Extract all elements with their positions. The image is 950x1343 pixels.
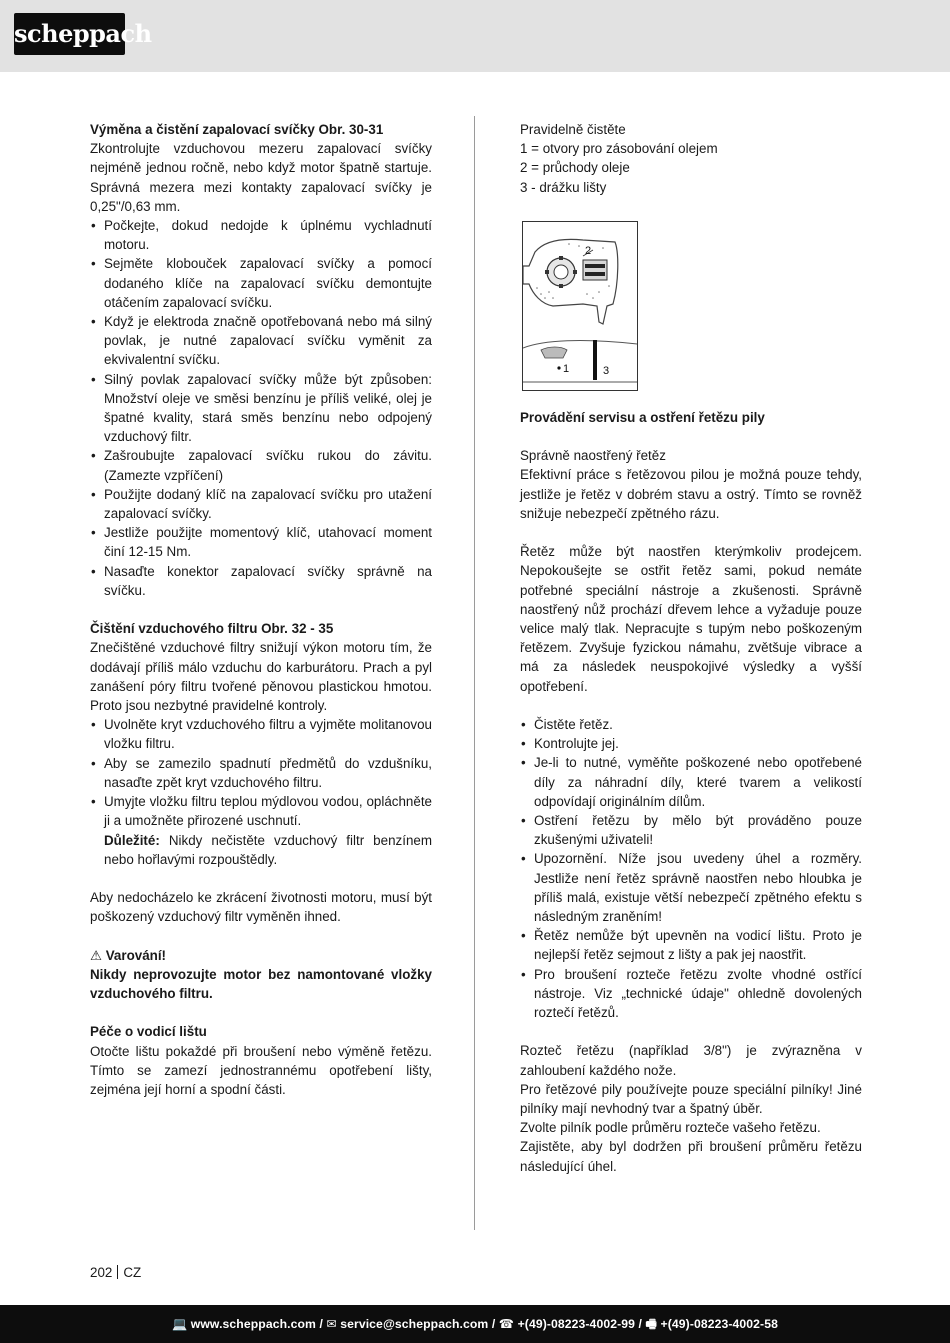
figure-label-1: 1	[563, 363, 570, 375]
oil-channel-slot	[585, 264, 605, 268]
important-text: Nikdy nečistěte vzduchový filtr benzínem nebo hořlavými rozpouštědly.	[104, 832, 432, 867]
bullet-list-chain	[520, 715, 862, 1022]
paragraph: Řetěz může být naostřen kterýmkoliv prodejcem. Nepokoušejte se ostřit řetěz sami, pokud nemáte potřebné speciální nástroje a zkušenosti. Správně naostřený nůž prochází dřevem lehce a vyžaduje pouze velice malý tlak. Nepracujte s tupým nebo poškozeným řetězem. Zvyšuje fyzickou námahu, zvětšuje vibrace a má za následek neuspokojivé výsledky a vyšší opotřebení.	[520, 544, 862, 694]
paragraph: Zajistěte, aby byl dodržen při broušení průměru řetězu následující úhel.	[520, 1139, 862, 1174]
list-item: • Čistěte řetěz.	[520, 715, 862, 734]
section-title-guide-bar: Péče o vodicí lištu	[90, 1024, 207, 1040]
list-item: • Je-li to nutné, vyměňte poškozené nebo opotřebené díly za náhradní díly, které tvarem a velikostí odpovídají originálním dílům.	[520, 753, 862, 811]
paragraph: Otočte lištu pokaždé při broušení nebo výměně řetězu. Tímto se zamezí jednostrannému opotřebení lišty, zejména její horní a spodní části.	[90, 1043, 432, 1098]
clean-line: 3 - drážku lišty	[520, 179, 607, 195]
list-item: • Počkejte, dokud nedojde k úplnému vychladnutí motoru.	[90, 216, 432, 254]
figure-label-2: 2	[585, 245, 592, 257]
paragraph: Pro řetězové pily používejte pouze speciální pilníky! Jiné pilníky mají nevhodný tvar a špatný úběr.	[520, 1081, 862, 1117]
left-column	[90, 120, 432, 1099]
clean-line: 2 = průchody oleje	[520, 160, 630, 176]
paragraph: Rozteč řetězu (například 3/8") je zvýrazněna v zahloubení každého nože.	[520, 1043, 862, 1078]
page-language: CZ	[123, 1265, 142, 1280]
warning-title: ⚠ Varování!	[90, 947, 167, 963]
list-item: • Jestliže použijte momentový klíč, utahovací moment činí 12-15 Nm.	[90, 523, 432, 561]
subheading: Správně naostřený řetěz	[520, 448, 666, 464]
brand-logo: scheppach	[14, 13, 125, 55]
header-band	[0, 0, 950, 72]
clean-line: 1 = otvory pro zásobování olejem	[520, 141, 718, 157]
oil-hole	[557, 366, 560, 369]
guide-bar-illustration	[523, 222, 637, 390]
paragraph: Znečištěné vzduchové filtry snižují výkon motoru tím, že dodávají příliš málo vzduchu do karburátoru. Prach a pyl zanášení póry filtru tvořené pěnovou plastickou hmotou. Proto jsou nezbytné pravidelné kontroly.	[90, 640, 432, 714]
important-label: Důležité:	[104, 832, 160, 848]
list-item: • Upozornění. Níže jsou uvedeny úhel a rozměry. Jestliže není řetěz správně naostřen nebo hloubka je příliš malá, existuje větší nebezpečí zpětného efektu s následným zraněním!	[520, 849, 862, 926]
list-item: • Nasaďte konektor zapalovací svíčky správně na svíčku.	[90, 562, 432, 600]
list-item: • Uvolněte kryt vzduchového filtru a vyjměte molitanovou vložku filtru.	[90, 715, 432, 753]
section-title-spark-plug: Výměna a čistění zapalovací svíčky Obr. 30-31	[90, 122, 384, 137]
paragraph: Efektivní práce s řetězovou pilou je možná pouze tehdy, jestliže je řetěz v dobrém stavu a ostrý. Tímto se rovněž snižuje nebezpečí zpětného rázu.	[520, 467, 862, 521]
list-item: • Aby se zamezilo spadnutí předmětů do vzdušníku, nasaďte zpět kryt vzduchového filtru.	[90, 754, 432, 792]
bar-groove	[593, 340, 597, 380]
bar-slot	[541, 347, 567, 358]
important-note	[90, 831, 432, 869]
list-item: • Sejměte klobouček zapalovací svíčky a pomocí dodaného klíče na zapalovací svíčku demontujte otáčením zapalovací svíčku.	[90, 254, 432, 312]
sprocket-hub	[554, 265, 568, 279]
section-title-air-filter: Čištění vzduchového filtru Obr. 32 - 35	[90, 621, 334, 637]
paragraph: Aby nedocházelo ke zkrácení životnosti motoru, musí být poškozený vzduchový filtr vyměněn ihned.	[90, 890, 432, 925]
clean-line: Pravidelně čistěte	[520, 122, 626, 137]
footer-band	[0, 1305, 950, 1343]
figure-label-3: 3	[603, 365, 610, 377]
list-item: • Pro broušení rozteče řetězu zvolte vhodné ostřící nástroje. Viz „technické údaje" ohledně dovolených roztečí řetězů.	[520, 965, 862, 1023]
oil-channel	[583, 260, 607, 280]
list-item: • Umyjte vložku filtru teplou mýdlovou vodou, opláchněte ji a umožněte přirozené uschnutí.	[90, 792, 432, 830]
warning-text: Nikdy neprovozujte motor bez namontované vložky vzduchového filtru.	[90, 966, 432, 1002]
section-title-chain-service: Provádění servisu a ostření řetězu pily	[520, 409, 765, 425]
list-item: • Použijte dodaný klíč na zapalovací svíčku pro utažení zapalovací svíčky.	[90, 485, 432, 523]
paragraph: Zkontrolujte vzduchovou mezeru zapalovací svíčky nejméně jednou ročně, nebo když motor špatně startuje. Správná mezera mezi kontakty zapalovací svíčky je 0,25"/0,63 mm.	[90, 141, 432, 214]
list-item: • Řetěz nemůže být upevněn na vodicí lištu. Proto je nejlepší řetěz sejmout z lišty a pak jej naostřit.	[520, 926, 862, 964]
list-item: • Zašroubujte zapalovací svíčku rukou do závitu. (Zamezte vzpříčení)	[90, 446, 432, 484]
bullet-list-air-filter	[90, 715, 432, 830]
bullet-list-spark-plug	[90, 216, 432, 600]
list-item: • Ostření řetězu by mělo být prováděno pouze zkušenými uživateli!	[520, 811, 862, 849]
guide-bar-figure	[522, 221, 638, 391]
page-number	[90, 1265, 141, 1280]
list-item: • Silný povlak zapalovací svíčky může být způsoben: Množství oleje ve směsi benzínu je příliš veliké, olej je špatné kvality, stará směs benzínu nebo odpojený vzduchový filtr.	[90, 370, 432, 447]
footer-contact: 💻 www.scheppach.com / ✉ service@scheppach.com / ☎ +(49)-08223-4002-99 / 🖷 +(49)-08223-4002-58	[172, 1317, 778, 1331]
page-number-value: 202	[90, 1265, 113, 1280]
list-item: • Když je elektroda značně opotřebovaná nebo má silný povlak, je nutné zapalovací svíčku vyměnit za ekvivalentní svíčku.	[90, 312, 432, 370]
guide-bar-top	[523, 341, 637, 348]
list-item: • Kontrolujte jej.	[520, 734, 862, 753]
oil-channel-slot	[585, 272, 605, 276]
column-divider	[474, 116, 475, 1230]
paragraph: Zvolte pilník podle průměru rozteče vašeho řetězu.	[520, 1120, 821, 1136]
